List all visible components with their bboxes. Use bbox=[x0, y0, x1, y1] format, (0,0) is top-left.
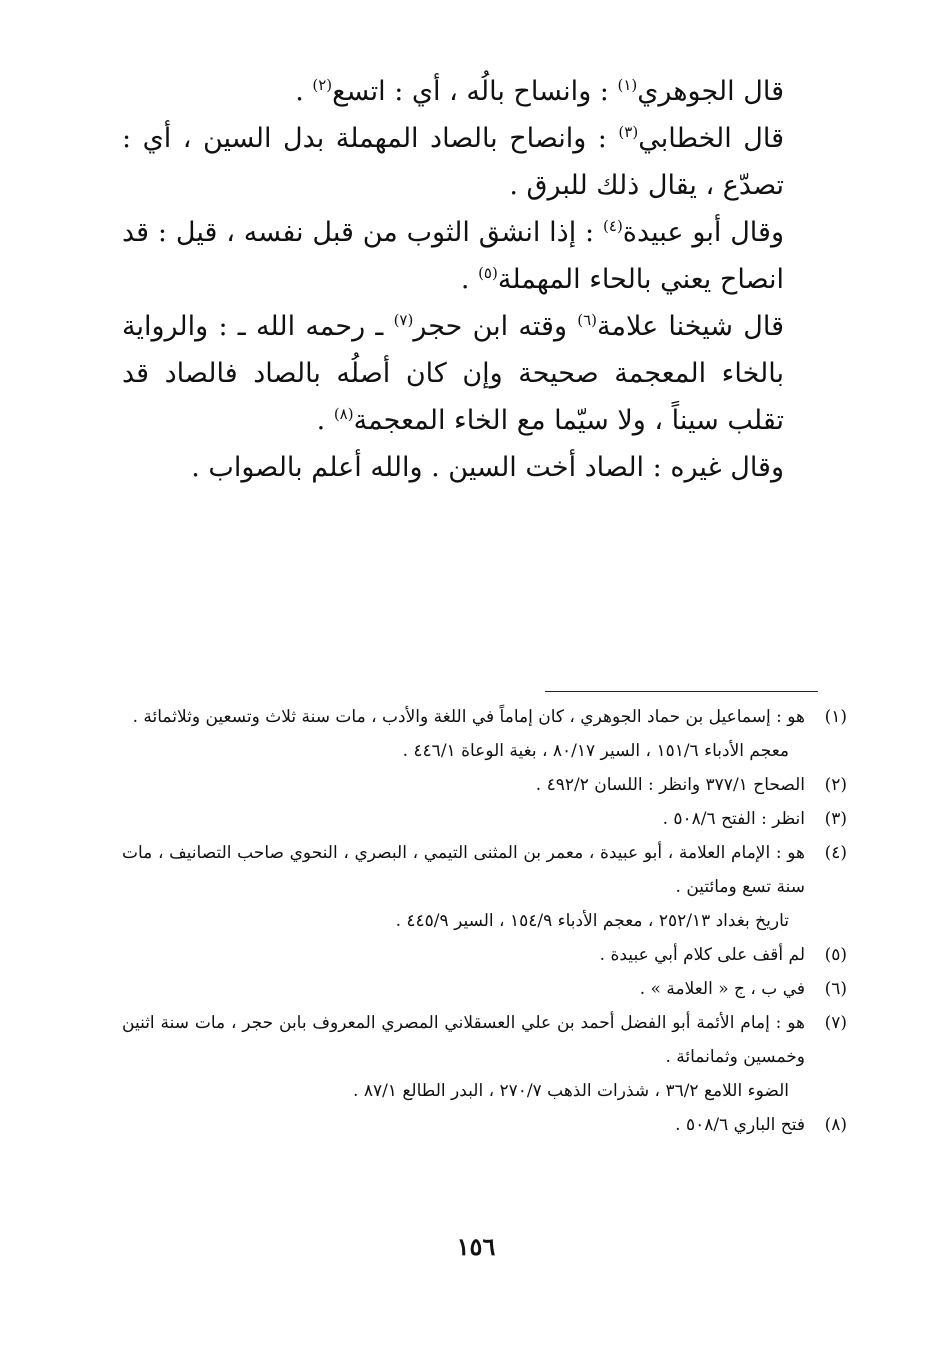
footnote-separator bbox=[545, 691, 818, 692]
footnote-body bbox=[122, 1006, 805, 1108]
footnote-source: معجم الأدباء ١٥١/٦ ، السير ٨٠/١٧ ، بغية الوعاة ٤٤٦/١ . bbox=[402, 741, 789, 761]
footnote-marker[interactable]: (٦) bbox=[577, 311, 598, 329]
footnote-number: (٢) bbox=[824, 775, 847, 795]
footnote-number: (٥) bbox=[824, 945, 847, 965]
footnote-body bbox=[122, 802, 805, 836]
footnote-text: الصحاح ٣٧٧/١ وانظر : اللسان ٤٩٢/٢ . bbox=[535, 775, 805, 795]
text-run: : إذا انشق الثوب من قبل نفسه ، قيل : قد انصاح يعني بالحاء المهملة bbox=[122, 217, 784, 295]
text-run: وقته ابن حجر bbox=[413, 311, 578, 342]
paragraph-khattabi bbox=[122, 115, 842, 209]
footnote-marker[interactable]: (٢) bbox=[312, 76, 333, 94]
text-run: قال الخطابي bbox=[638, 123, 785, 154]
footnote-text: انظر : الفتح ٥٠٨/٦ . bbox=[662, 809, 805, 829]
footnote-number: (٦) bbox=[824, 979, 847, 999]
footnote-marker[interactable]: (١) bbox=[617, 76, 638, 94]
footnote-text: هو : إمام الأئمة أبو الفضل أحمد بن علي العسقلاني المصري المعروف بابن حجر ، مات سنة اثنين وخمسين وثمانمائة . bbox=[122, 1013, 805, 1067]
footnote-marker[interactable]: (٥) bbox=[478, 264, 498, 282]
footnote-body bbox=[122, 972, 805, 1006]
text-run: قال الجوهري bbox=[637, 76, 784, 107]
main-text bbox=[122, 68, 842, 491]
footnote-number: (٣) bbox=[824, 809, 847, 829]
footnote-text: هو : إسماعيل بن حماد الجوهري ، كان إماماً في اللغة والأدب ، مات سنة ثلاث وتسعين وثلاثمائة . bbox=[132, 707, 805, 727]
footnote-body bbox=[122, 700, 805, 768]
footnote-marker[interactable]: (٨) bbox=[333, 405, 354, 423]
footnote-item bbox=[122, 836, 847, 938]
text-run: وقال غيره : الصاد أخت السين . والله أعلم بالصواب . bbox=[191, 452, 784, 483]
text-run: . bbox=[295, 76, 313, 107]
footnote-text: فتح الباري ٥٠٨/٦ . bbox=[675, 1115, 805, 1135]
footnote-item bbox=[122, 1006, 847, 1108]
footnote-source: الضوء اللامع ٣٦/٢ ، شذرات الذهب ٢٧٠/٧ ، البدر الطالع ٨٧/١ . bbox=[353, 1081, 789, 1101]
footnote-item bbox=[122, 972, 847, 1006]
text-run: قال شيخنا علامة bbox=[597, 311, 785, 342]
footnote-number: (٤) bbox=[824, 843, 847, 863]
footnote-item bbox=[122, 700, 847, 768]
text-run: : وانصاح بالصاد المهملة بدل السين ، أي : تصدّع ، يقال ذلك للبرق . bbox=[122, 123, 784, 201]
footnote-body bbox=[122, 768, 805, 802]
paragraph-closing bbox=[122, 444, 842, 491]
footnote-text: في ب ، ج « العلامة » . bbox=[639, 979, 805, 999]
footnote-source: تاريخ بغداد ٢٥٢/١٣ ، معجم الأدباء ١٥٤/٩ ، السير ٤٤٥/٩ . bbox=[395, 911, 789, 931]
text-run: ـ رحمه الله ـ : والرواية بالخاء المعجمة صحيحة وإن كان أصلُه بالصاد فالصاد قد تقلب سيناً ، ولا سيّما مع الخاء المعجمة bbox=[122, 311, 784, 436]
footnote-item bbox=[122, 768, 847, 802]
footnote-item bbox=[122, 1108, 847, 1142]
text-run: . bbox=[316, 405, 334, 436]
page-number: ١٥٦ bbox=[456, 1232, 496, 1261]
footnote-marker[interactable]: (٤) bbox=[603, 217, 623, 235]
footnote-marker[interactable]: (٣) bbox=[618, 123, 639, 141]
footnote-item bbox=[122, 938, 847, 972]
footnote-item bbox=[122, 802, 847, 836]
text-run: وقال أبو عبيدة bbox=[622, 217, 784, 248]
paragraph-jawhari bbox=[122, 68, 842, 115]
footnote-number: (١) bbox=[824, 707, 847, 727]
text-run: : وانساح بالُه ، أي : اتسع bbox=[332, 76, 618, 107]
footnote-text: هو : الإمام العلامة ، أبو عبيدة ، معمر بن المثنى التيمي ، البصري ، النحوي صاحب التصانيف ، مات سنة تسع ومائتين . bbox=[122, 843, 805, 897]
footnote-number: (٧) bbox=[824, 1013, 847, 1033]
footnote-body bbox=[122, 1108, 805, 1142]
footnote-number: (٨) bbox=[824, 1115, 847, 1135]
paragraph-ibn-hajar bbox=[122, 303, 842, 444]
paragraph-abu-ubayda bbox=[122, 209, 842, 303]
text-run: . bbox=[460, 264, 479, 295]
footnote-text: لم أقف على كلام أبي عبيدة . bbox=[599, 945, 805, 965]
footnote-marker[interactable]: (٧) bbox=[393, 311, 414, 329]
footnote-body bbox=[122, 836, 805, 938]
footnotes-section bbox=[122, 700, 847, 1142]
footnote-body bbox=[122, 938, 805, 972]
